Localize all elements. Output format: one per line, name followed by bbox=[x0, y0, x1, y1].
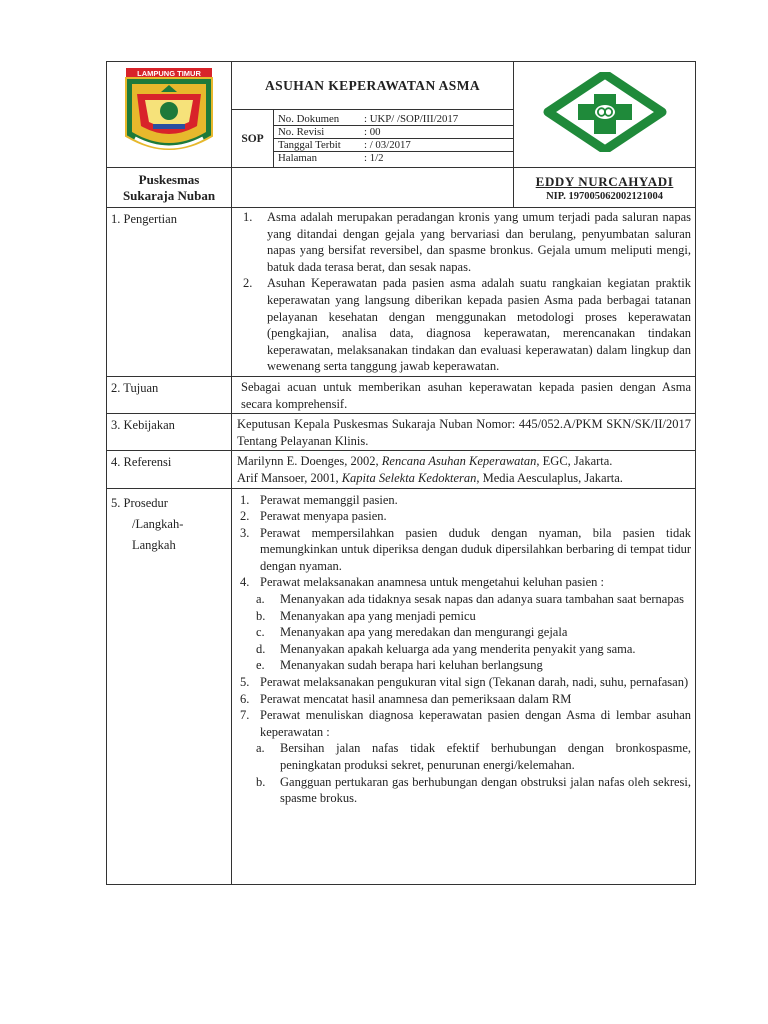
reference-item: Marilynn E. Doenges, 2002, Rencana Asuhan Keperawatan, EGC, Jakarta. bbox=[237, 454, 613, 469]
sub-list-item: b. Menanyakan apa yang menjadi pemicu bbox=[256, 608, 476, 623]
signer-name: EDDY NURCAHYADI bbox=[535, 174, 674, 189]
section-label-pengertian: 1. Pengertian bbox=[107, 208, 232, 377]
list-item: 1. Asma adalah merupakan peradangan kronis yang umum terjadi pada saluran napas yang ditandai dengan gejala yang bervariasi dan berulang, penyumbatan saluran napas yang bersifat reversibel, dan spasme bronkus. Gejala umum meliputi mengi, batuk dada terasa berat, dan sesak napas. bbox=[243, 210, 692, 274]
sop-table bbox=[106, 61, 696, 885]
region-logo-cell bbox=[107, 62, 232, 168]
sub-list-item: d. Menanyakan apakah keluarga ada yang menderita penyakit yang sama. bbox=[256, 641, 636, 656]
list-item: 2. Asuhan Keperawatan pada pasien asma adalah suatu rangkaian kegiatan praktik keperawatan yang langsung diberikan kepada pasien Asma pada berbagai tatanan pelayanan kesehatan dengan menggunakan metodologi proses keperawatan (pengkajian, analisa data, diagnosa keperawatan, merencanakan tindakan keperawatan, melaksanakan tindakan dan evaluasi keperawatan) dalam lingkup dan wewenang serta tanggung jawab keperawatan. bbox=[243, 276, 692, 374]
sop-document bbox=[106, 61, 695, 885]
sub-list-item: e. Menanyakan sudah berapa hari keluhan berlangsung bbox=[256, 658, 543, 673]
organization-name bbox=[107, 168, 232, 208]
list-item: 7. Perawat menuliskan diagnosa keperawatan pasien dengan Asma di lembar asuhan keperawatan : bbox=[240, 708, 692, 739]
meta-label: Halaman bbox=[278, 152, 317, 164]
blank-cell bbox=[232, 168, 514, 208]
section-content-pengertian bbox=[232, 208, 696, 377]
reference-item: Arif Mansoer, 2001, Kapita Selekta Kedokteran, Media Aesculaplus, Jakarta. bbox=[237, 470, 623, 485]
sop-label: SOP bbox=[232, 110, 274, 168]
sub-list-item: c. Menanyakan apa yang meredakan dan mengurangi gejala bbox=[256, 625, 568, 640]
meta-value: : 00 bbox=[360, 126, 513, 139]
section-content-tujuan: Sebagai acuan untuk memberikan asuhan keperawatan kepada pasien dengan Asma secara komprehensif. bbox=[232, 376, 696, 413]
section-label-tujuan: 2. Tujuan bbox=[107, 376, 232, 413]
document-title: ASUHAN KEPERAWATAN ASMA bbox=[232, 62, 514, 110]
section-label-kebijakan: 3. Kebijakan bbox=[107, 414, 232, 451]
list-item: 2. Perawat menyapa pasien. bbox=[240, 509, 387, 524]
meta-table bbox=[274, 113, 513, 164]
section-label-prosedur: 5. Prosedur /Langkah- Langkah bbox=[107, 488, 232, 884]
health-logo-cell bbox=[514, 62, 696, 168]
meta-label: Tanggal Terbit bbox=[274, 139, 360, 152]
lampung-timur-emblem-icon bbox=[123, 66, 215, 158]
list-item: 5. Perawat melaksanakan pengukuran vital sign (Tekanan darah, nadi, suhu, pernafasan) bbox=[240, 675, 689, 690]
section-content-prosedur bbox=[232, 488, 696, 884]
list-item: 6. Perawat mencatat hasil anamnesa dan pemeriksaan dalam RM bbox=[240, 691, 572, 706]
list-item: 3. Perawat mempersilahkan pasien duduk dengan nyaman, bila pasien tidak memungkinkan untuk diperiksa dengan duduk dipersilahkan berbaring di tempat tidur dengan nyaman. bbox=[240, 525, 692, 573]
meta-value: : 1/2 bbox=[364, 152, 384, 164]
list-item: 1. Perawat memanggil pasien. bbox=[240, 492, 398, 507]
list-item: 4. Perawat melaksanakan anamnesa untuk mengetahui keluhan pasien : bbox=[240, 575, 604, 590]
region-logo-text: LAMPUNG TIMUR bbox=[137, 69, 201, 78]
puskesmas-logo-icon bbox=[542, 72, 668, 152]
meta-value: : UKP/ /SOP/III/2017 bbox=[360, 113, 513, 126]
section-label-referensi: 4. Referensi bbox=[107, 451, 232, 488]
meta-label: No. Revisi bbox=[274, 126, 360, 139]
sub-list-item: a. Menanyakan ada tidaknya sesak napas dan adanya suara tambahan saat bernapas bbox=[256, 592, 684, 607]
meta-label: No. Dokumen bbox=[274, 113, 360, 126]
meta-value: : / 03/2017 bbox=[360, 139, 513, 152]
section-content-kebijakan: Keputusan Kepala Puskesmas Sukaraja Nuban Nomor: 445/052.A/PKM SKN/SK/II/2017 Tentang Pelayanan Klinis. bbox=[232, 414, 696, 451]
signature-cell bbox=[514, 168, 696, 208]
org-line-2: Sukaraja Nuban bbox=[122, 188, 216, 203]
meta-cell bbox=[274, 110, 514, 168]
section-content-referensi bbox=[232, 451, 696, 488]
sub-list-item: b. Gangguan pertukaran gas berhubungan dengan obstruksi jalan nafas oleh sekresi, spasme brokus. bbox=[256, 774, 692, 806]
sub-list-item: a. Bersihan jalan nafas tidak efektif berhubungan dengan bronkospasme, peningkatan produksi sekret, penurunan energi/kelemahan. bbox=[256, 741, 692, 772]
signer-nip: NIP. 197005062002121004 bbox=[546, 191, 663, 202]
org-line-1: Puskesmas bbox=[138, 172, 200, 187]
